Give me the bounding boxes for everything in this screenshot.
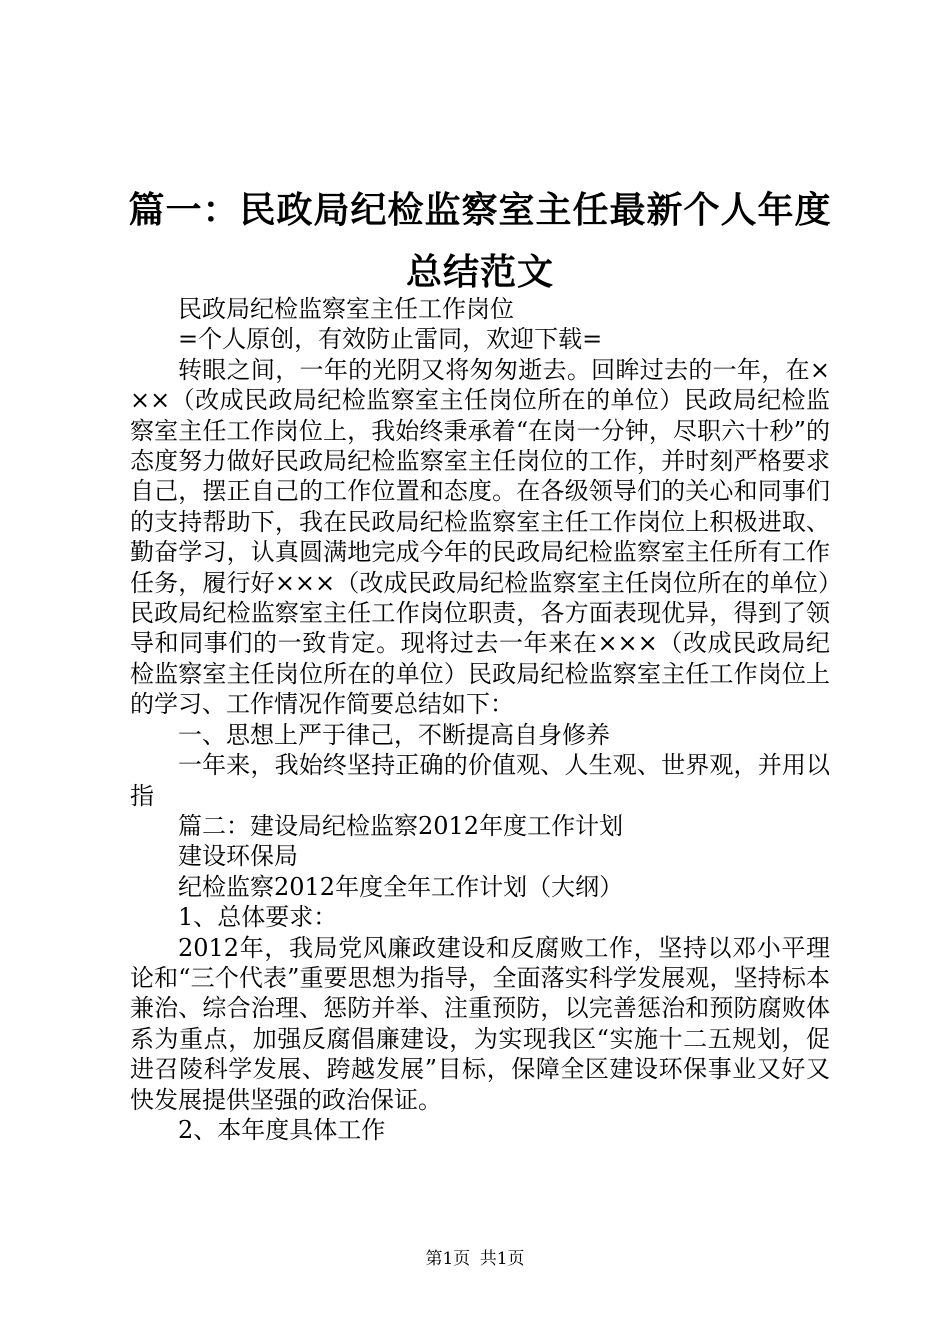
paragraph: 民政局纪检监察室主任工作岗位 xyxy=(178,295,514,323)
page-total: 共1页 xyxy=(479,1249,525,1269)
paragraph: 建设环保局 xyxy=(178,842,298,871)
paragraph: 转眼之间，一年的光阴又将匆匆逝去。回眸过去的一年，在×××（改成民政局纪检监察室主任岗位所在的单位）民政局纪检监察室主任工作岗位上，我始终秉承着“在岗一分钟，尽职六十秒”的态度努力做好民政局纪检监察室主任岗位的工作，并时刻严格要求自己，摆正自己的工作位置和态度。在各级领导们的关心和同事们的支持帮助下，我在民政局纪检监察室主任工作岗位上积极进取、勤奋学习，认真圆满地完成今年的民政局纪检监察室主任所有工作任务，履行好×××（改成民政局纪检监察室主任岗位所在的单位）民政局纪检监察室主任工作岗位职责，各方面表现优异，得到了领导和同事们的一致肯定。现将过去一年来在×××（改成民政局纪检监察室主任岗位所在的单位）民政局纪检监察室主任工作岗位上的学习、工作情况作简要总结如下： xyxy=(130,355,830,719)
page-number: 第1页 xyxy=(425,1249,471,1269)
paragraph: 2、本年度具体工作 xyxy=(178,1115,386,1144)
page-footer xyxy=(0,1244,950,1269)
paragraph: 一年来，我始终坚持正确的价值观、人生观、世界观，并用以指 xyxy=(130,751,830,810)
paragraph: 1、总体要求： xyxy=(178,903,338,932)
section-heading: 篇二：建设局纪检监察2012年度工作计划 xyxy=(178,811,624,840)
document-body xyxy=(130,294,830,1145)
section-heading: 一、思想上严于律己，不断提高自身修养 xyxy=(178,720,610,749)
paragraph: 2012年，我局党风廉政建设和反腐败工作，坚持以邓小平理论和“三个代表”重要思想为指导，全面落实科学发展观，坚持标本兼治、综合治理、惩防并举、注重预防，以完善惩治和预防腐败体系为重点，加强反腐倡廉建设，为实现我区“实施十二五规划，促进召陵科学发展、跨越发展”目标，保障全区建设环保事业又好又快发展提供坚强的政治保证。 xyxy=(130,933,830,1114)
paragraph: 纪检监察2012年度全年工作计划（大纲） xyxy=(178,872,624,901)
document-title: 篇一：民政局纪检监察室主任最新个人年度总结范文 xyxy=(128,190,832,293)
paragraph: =个人原创，有效防止雷同，欢迎下载= xyxy=(178,325,603,354)
